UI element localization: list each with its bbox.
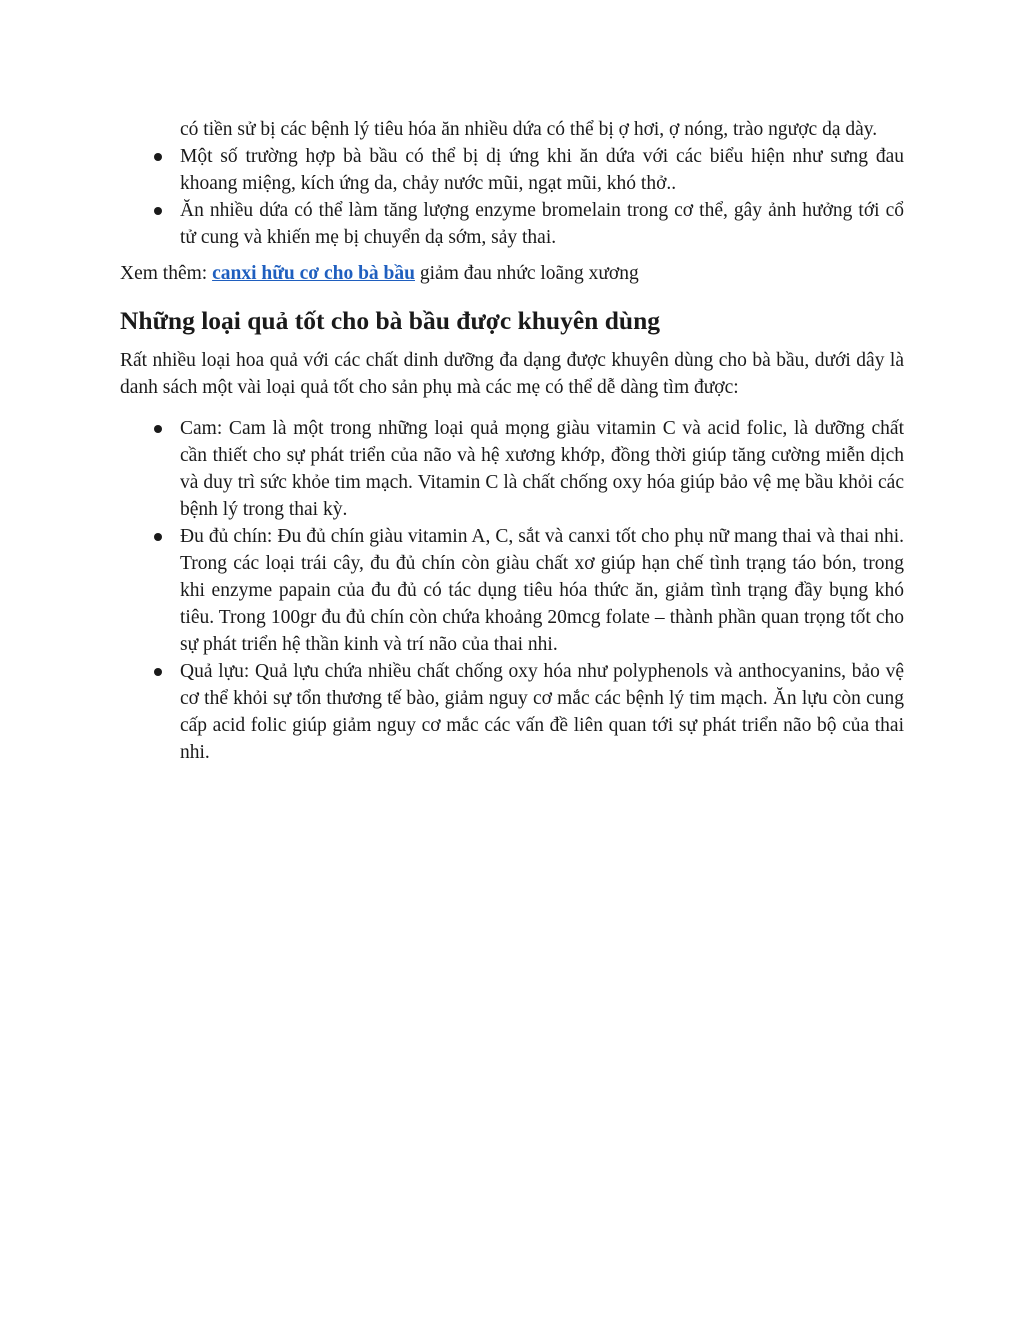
list-item-text: Cam: Cam là một trong những loại quả mọng giàu vitamin C và acid folic, là dưỡng chất cần thiết cho sự phát triển của não và hệ xương khớp, đồng thời giúp tăng cường miễn dịch và duy trì sức khỏe tim mạch. Vitamin C là chất chống oxy hóa giúp bảo vệ mẹ bầu khỏi các bệnh lý trong thai kỳ.	[180, 418, 904, 520]
bullet-icon	[154, 668, 162, 676]
list-item-text: Quả lựu: Quả lựu chứa nhiều chất chống oxy hóa như polyphenols và anthocyanins, bảo vệ cơ thể khỏi sự tổn thương tế bào, giảm nguy cơ mắc các bệnh lý tim mạch. Ăn lựu còn cung cấp acid folic giúp giảm nguy cơ mắc các vấn đề liên quan tới sự phát triển não bộ của thai nhi.	[180, 661, 904, 763]
bullet-list-top	[120, 143, 904, 251]
list-item	[120, 658, 904, 766]
list-item-continuation: có tiền sử bị các bệnh lý tiêu hóa ăn nhiều dứa có thể bị ợ hơi, ợ nóng, trào ngược dạ dày.	[180, 119, 878, 140]
bullet-icon	[154, 425, 162, 433]
list-item-text: Đu đủ chín: Đu đủ chín giàu vitamin A, C, sắt và canxi tốt cho phụ nữ mang thai và thai nhi. Trong các loại trái cây, đu đủ chín còn giàu chất xơ giúp hạn chế tình trạng táo bón, trong khi enzyme papain của đu đủ có tác dụng tiêu hóa thức ăn, giảm tình trạng đầy bụng khó tiêu. Trong 100gr đu đủ chín còn chứa khoảng 20mcg folate – thành phần quan trọng tốt cho sự phát triển hệ thần kinh và trí não của thai nhi.	[180, 526, 904, 655]
list-item	[120, 197, 904, 251]
list-item	[120, 143, 904, 197]
see-more-line	[120, 260, 904, 287]
document-page	[120, 116, 904, 766]
see-more-prefix: Xem thêm:	[120, 263, 208, 284]
bullet-icon	[154, 153, 162, 161]
bullet-list-fruits	[120, 415, 904, 766]
list-item	[120, 523, 904, 658]
list-item-text: Một số trường hợp bà bầu có thể bị dị ứng khi ăn dứa với các biểu hiện như sưng đau khoang miệng, kích ứng da, chảy nước mũi, ngạt mũi, khó thở..	[180, 146, 904, 194]
see-more-suffix: giảm đau nhức loãng xương	[419, 263, 639, 284]
see-more-link[interactable]: canxi hữu cơ cho bà bầu	[212, 263, 415, 284]
section-heading: Những loại quả tốt cho bà bầu được khuyên dùng	[120, 306, 661, 335]
bullet-icon	[154, 533, 162, 541]
list-item	[120, 415, 904, 523]
bullet-icon	[154, 207, 162, 215]
section-intro: Rất nhiều loại hoa quả với các chất dinh dưỡng đa dạng được khuyên dùng cho bà bầu, dưới dây là danh sách một vài loại quả tốt cho sản phụ mà các mẹ có thể dễ dàng tìm được:	[120, 350, 904, 398]
list-item-text: Ăn nhiều dứa có thể làm tăng lượng enzyme bromelain trong cơ thể, gây ảnh hưởng tới cổ tử cung và khiến mẹ bị chuyển dạ sớm, sảy thai.	[180, 200, 904, 248]
